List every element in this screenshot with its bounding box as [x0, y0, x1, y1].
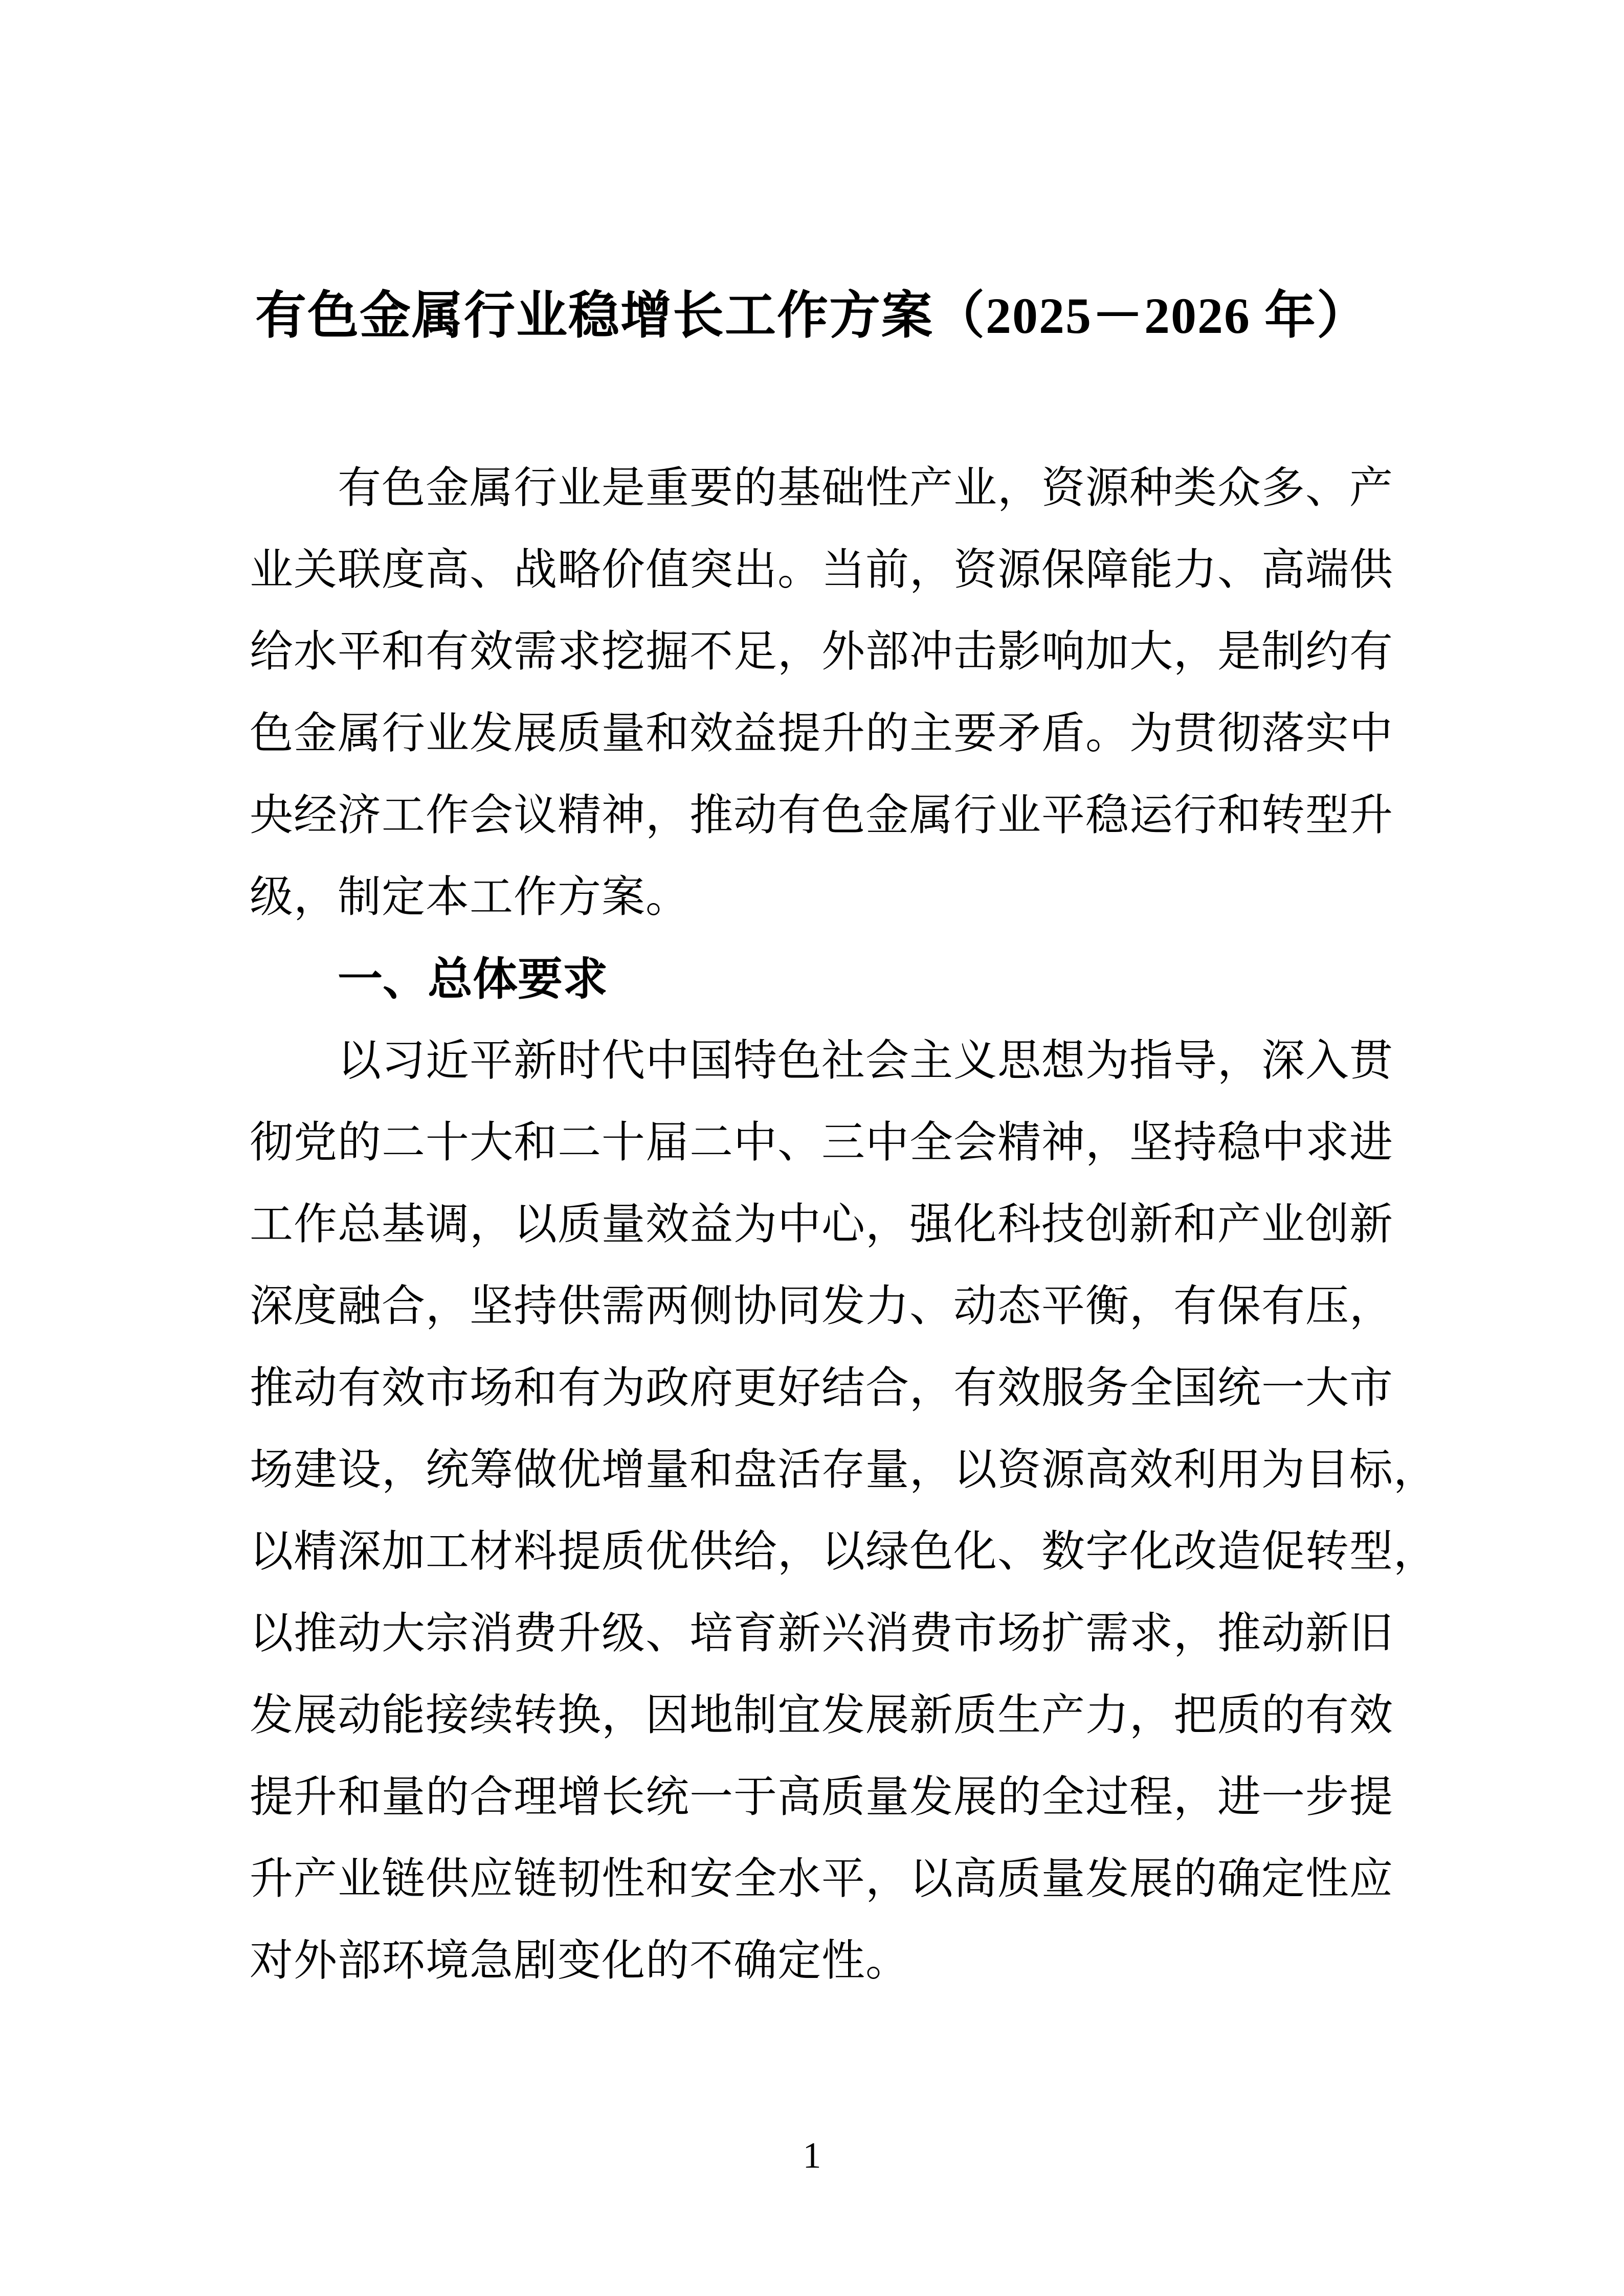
section1-line-1: 以习近平新时代中国特色社会主义思想为指导，深入贯 [338, 1037, 1394, 1085]
document-title: 有色金属行业稳增长工作方案（2025－2026 年） [255, 287, 1369, 344]
section1-line-9: 发展动能接续转换，因地制宜发展新质生产力，把质的有效 [250, 1692, 1394, 1740]
section1-line-7: 以精深加工材料提质优供给，以绿色化、数字化改造促转型， [250, 1528, 1438, 1576]
section1-line-3: 工作总基调，以质量效益为中心，强化科技创新和产业创新 [250, 1201, 1394, 1249]
intro-line-2: 业关联度高、战略价值突出。当前，资源保障能力、高端供 [250, 546, 1394, 594]
section1-line-6: 场建设，统筹做优增量和盘活存量，以资源高效利用为目标， [250, 1446, 1438, 1494]
section1-heading: 一、总体要求 [338, 954, 608, 1004]
section1-line-2: 彻党的二十大和二十届二中、三中全会精神，坚持稳中求进 [250, 1119, 1394, 1167]
section1-line-10: 提升和量的合理增长统一于高质量发展的全过程，进一步提 [250, 1773, 1394, 1821]
section1-line-12: 对外部环境急剧变化的不确定性。 [250, 1937, 910, 1985]
intro-line-1: 有色金属行业是重要的基础性产业，资源种类众多、产 [338, 464, 1394, 512]
section1-line-5: 推动有效市场和有为政府更好结合，有效服务全国统一大市 [250, 1364, 1394, 1412]
section1-line-4: 深度融合，坚持供需两侧协同发力、动态平衡，有保有压， [250, 1282, 1394, 1331]
intro-line-3: 给水平和有效需求挖掘不足，外部冲击影响加大，是制约有 [250, 628, 1394, 676]
document-body [250, 447, 1438, 2002]
page-number: 1 [803, 2135, 821, 2176]
intro-line-4: 色金属行业发展质量和效益提升的主要矛盾。为贯彻落实中 [250, 710, 1394, 758]
section1-line-8: 以推动大宗消费升级、培育新兴消费市场扩需求，推动新旧 [250, 1610, 1394, 1658]
intro-line-6: 级，制定本工作方案。 [250, 873, 690, 921]
intro-line-5: 央经济工作会议精神，推动有色金属行业平稳运行和转型升 [250, 792, 1394, 840]
section1-line-11: 升产业链供应链韧性和安全水平，以高质量发展的确定性应 [250, 1855, 1394, 1903]
